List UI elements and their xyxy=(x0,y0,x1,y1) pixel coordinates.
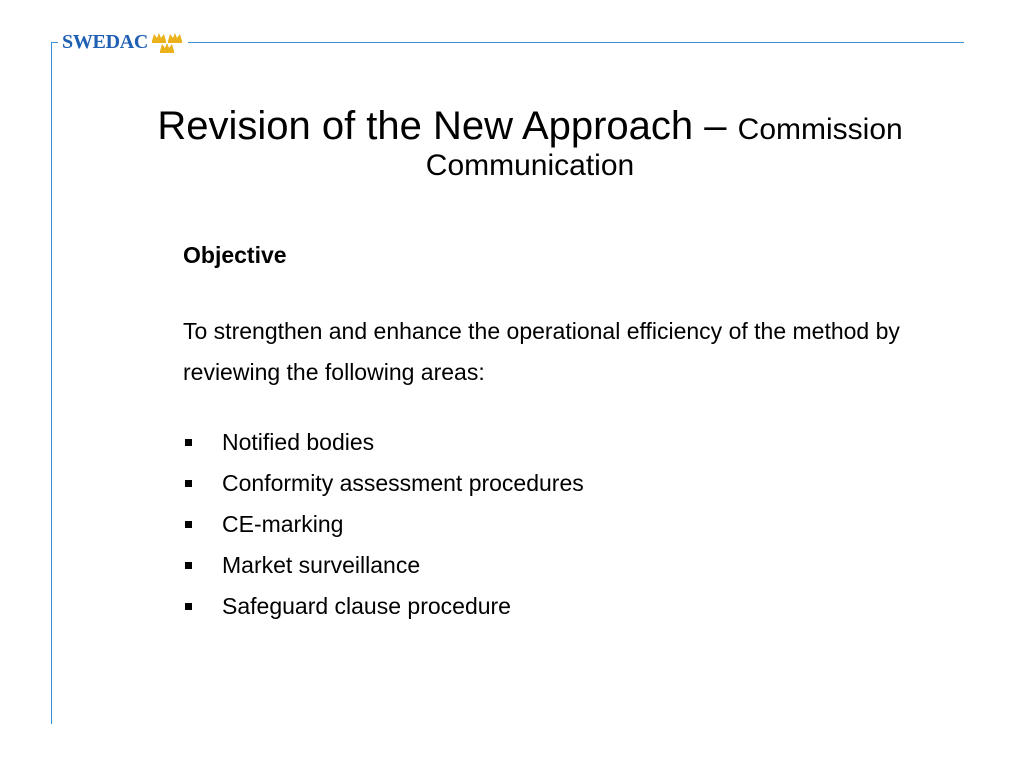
list-item xyxy=(183,463,973,504)
square-bullet-icon xyxy=(185,562,192,569)
title-main: Revision of the New Approach – xyxy=(157,104,738,148)
list-item xyxy=(183,545,973,586)
list-item xyxy=(183,422,973,463)
title-sub-line2: Communication xyxy=(425,149,635,182)
objective-heading: Objective xyxy=(183,242,287,268)
square-bullet-icon xyxy=(185,603,192,610)
areas-list xyxy=(183,422,973,627)
slide-title xyxy=(60,103,1000,184)
square-bullet-icon xyxy=(185,439,192,446)
list-item xyxy=(183,504,973,545)
frame-left-line xyxy=(51,42,52,724)
list-item-label: Conformity assessment procedures xyxy=(222,470,584,496)
list-item-label: Safeguard clause procedure xyxy=(222,593,511,619)
logo-text: SWEDAC xyxy=(62,31,148,53)
crowns-icon xyxy=(150,31,184,53)
list-item-label: Market surveillance xyxy=(222,552,421,578)
slide-body xyxy=(183,238,973,627)
square-bullet-icon xyxy=(185,521,192,528)
swedac-logo xyxy=(58,29,188,55)
list-item-label: CE-marking xyxy=(222,511,344,537)
list-item xyxy=(183,586,973,627)
square-bullet-icon xyxy=(185,480,192,487)
list-item-label: Notified bodies xyxy=(222,429,375,455)
objective-intro: To strengthen and enhance the operational efficiency of the method by reviewing the following areas: xyxy=(183,318,900,385)
title-sub-line1: Commission xyxy=(737,113,903,146)
